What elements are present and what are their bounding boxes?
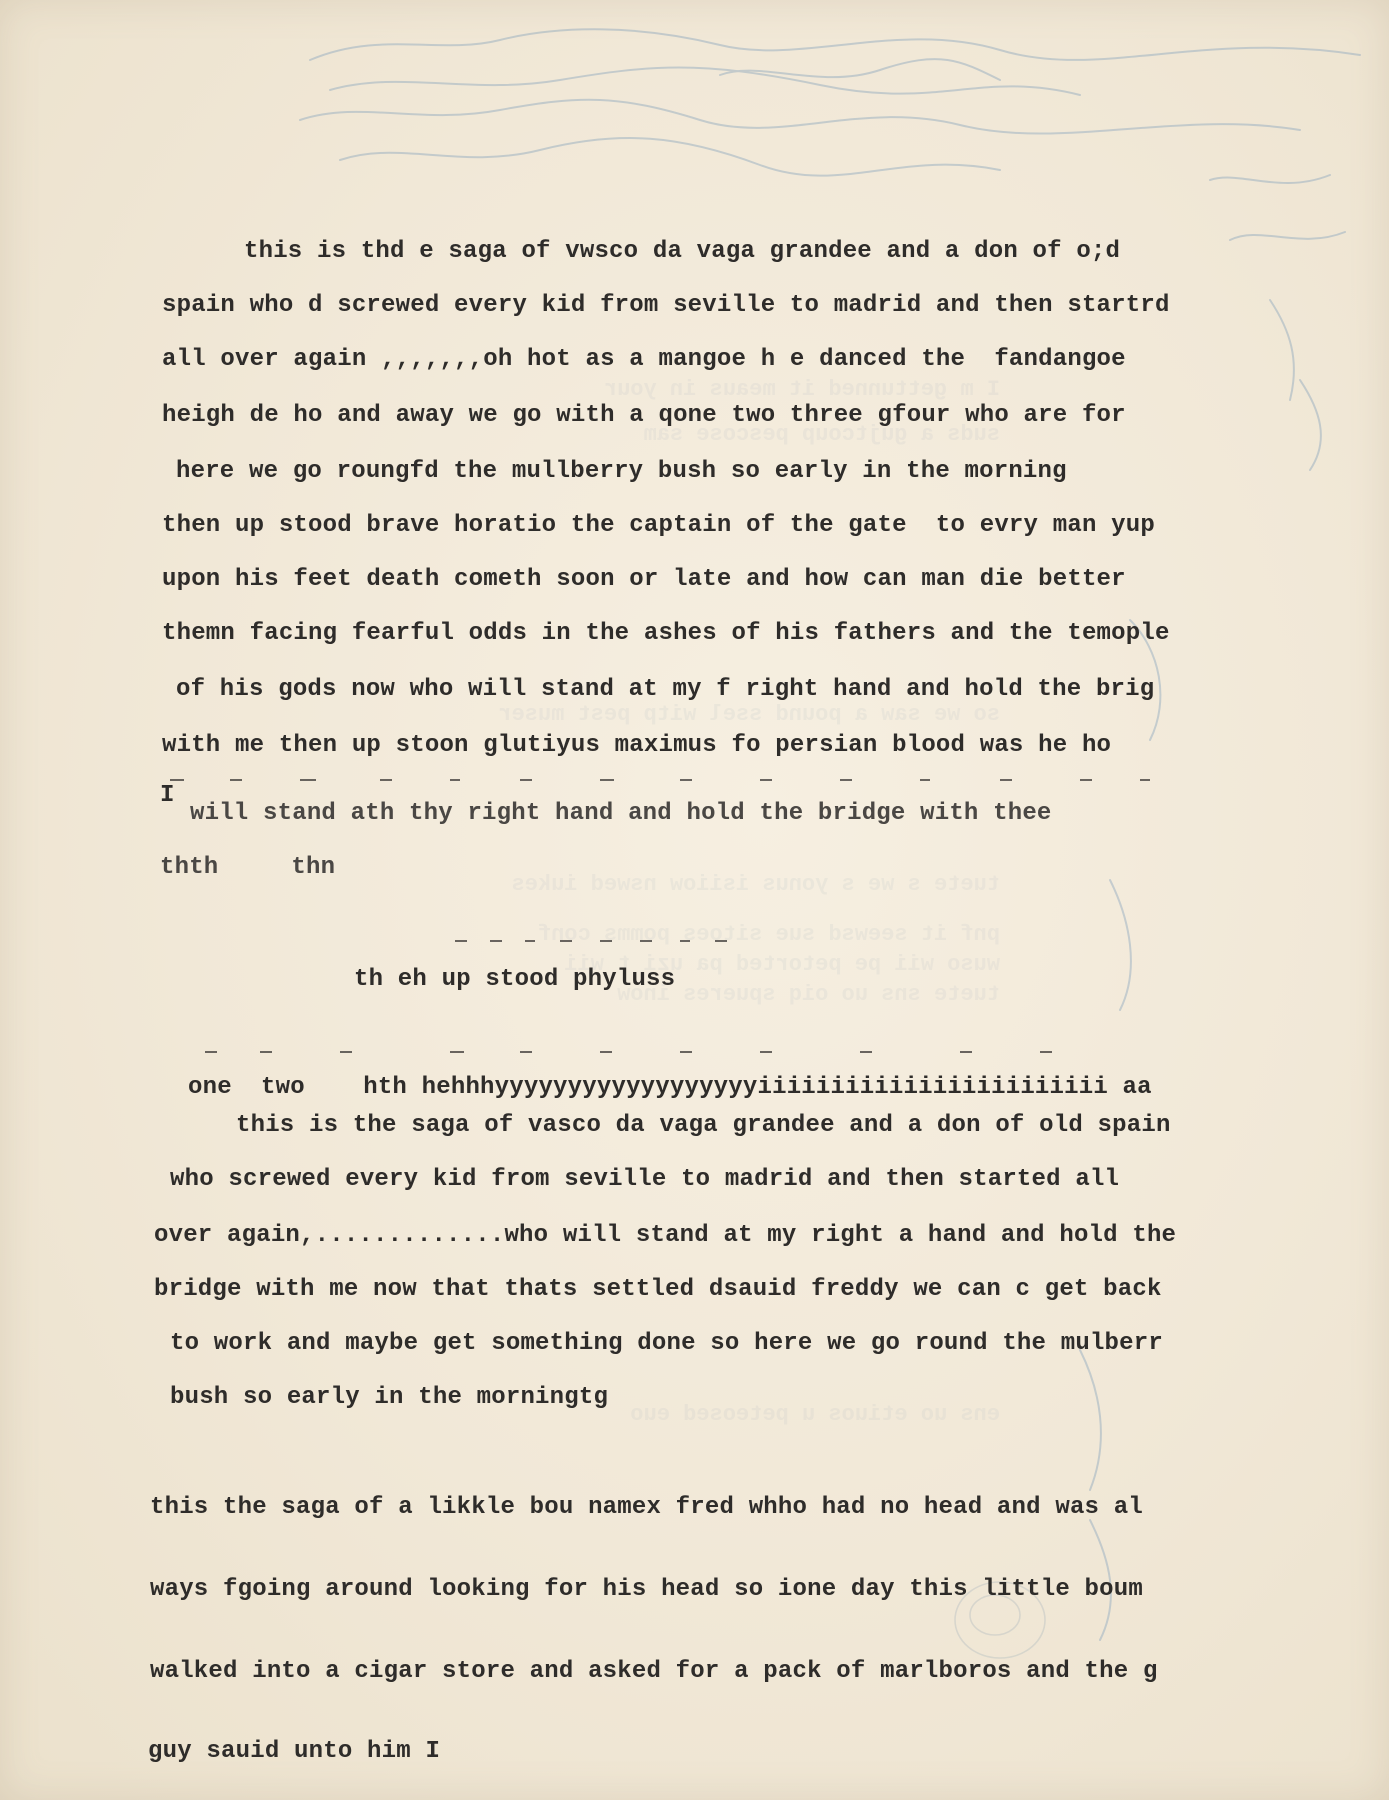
typed-line: this is the saga of vasco da vaga grandee and a don of old spain	[236, 1112, 1171, 1139]
typed-line: one two hth hehhhyyyyyyyyyyyyyyyyyyiiiiiiiiiiiiiiiiiiiiiiii aa	[188, 1074, 1152, 1101]
typed-line: here we go roungfd the mullberry bush so early in the morning	[176, 458, 1067, 485]
typed-line: bridge with me now that thats settled dsauid freddy we can c get back	[154, 1276, 1162, 1303]
typed-line: over again,.............who will stand at my right a hand and hold the	[154, 1222, 1177, 1249]
typed-line: who screwed every kid from seville to madrid and then started all	[170, 1166, 1120, 1193]
typed-line: upon his feet death cometh soon or late and how can man die better	[162, 566, 1126, 593]
typed-line: to work and maybe get something done so here we go round the mulberr	[170, 1330, 1163, 1357]
typed-line: this is thd e saga of vwsco da vaga grandee and a don of o;d	[244, 238, 1121, 265]
typed-line: then up stood brave horatio the captain of the gate to evry man yup	[162, 512, 1155, 539]
typed-line: heigh de ho and away we go with a qone two three gfour who are for	[162, 402, 1126, 429]
svg-text:suds a gujtcoup pescose sam: suds a gujtcoup pescose sam	[643, 422, 1000, 447]
svg-text:wuso wii pe petorted pa uzi t: wuso wii pe petorted pa uzi t wii	[564, 952, 1000, 977]
svg-text:so we saw a pound ssel witp pe: so we saw a pound ssel witp pest muser	[498, 702, 1000, 727]
typed-line: walked into a cigar store and asked for a pack of marlboros and the g	[150, 1658, 1158, 1685]
typed-line: will stand ath thy right hand and hold the bridge with thee	[190, 800, 1052, 827]
typed-line: of his gods now who will stand at my f right hand and hold the brig	[176, 676, 1155, 703]
typed-line: spain who d screwed every kid from seville to madrid and then startrd	[162, 292, 1170, 319]
typed-line: guy sauid unto him I	[148, 1738, 441, 1765]
svg-text:I m gettunned it meaus in your: I m gettunned it meaus in your	[603, 377, 1000, 402]
typed-line: themn facing fearful odds in the ashes of his fathers and the temople	[162, 620, 1170, 647]
svg-text:tuete sns uo oiq spueres inow: tuete sns uo oiq spueres inow	[617, 982, 1000, 1007]
svg-text:ens uo etiuos u peteosed euo: ens uo etiuos u peteosed euo	[630, 1402, 1000, 1427]
svg-text:tuete s we s yonus isiiow nswe: tuete s we s yonus isiiow nswed iukes	[511, 872, 1000, 897]
typed-line: thth thn	[160, 854, 336, 881]
typed-line: this the saga of a likkle bou namex fred whho had no head and was al	[150, 1494, 1143, 1521]
typed-line: ways fgoing around looking for his head so ione day this little boum	[150, 1576, 1143, 1603]
typed-line: I	[160, 782, 175, 809]
typed-line: th eh up stood phyluss	[354, 966, 676, 993]
svg-text:pnf it seewsd sue sitoes pomms: pnf it seewsd sue sitoes pomms conf	[537, 922, 1000, 947]
typed-line: with me then up stoon glutiyus maximus fo persian blood was he ho	[162, 732, 1112, 759]
typed-line: bush so early in the morningtg	[170, 1384, 609, 1411]
typed-line: all over again ,,,,,,,oh hot as a mangoe h e danced the fandangoe	[162, 346, 1126, 373]
